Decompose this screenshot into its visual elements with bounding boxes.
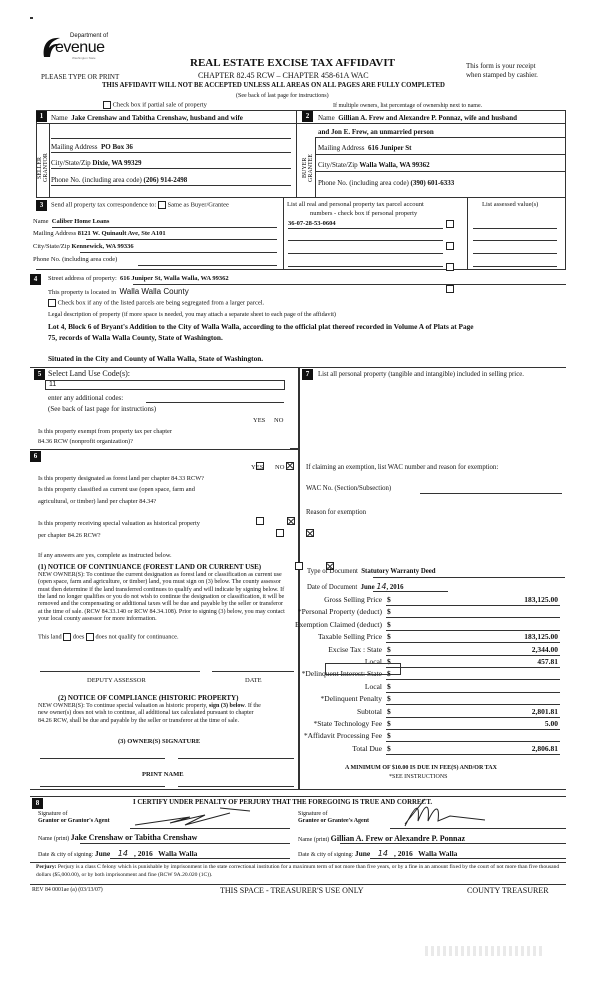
- buyer-name-line2[interactable]: and Jon E. Frew, an unmarried person: [318, 128, 434, 136]
- amount-row: [300, 745, 560, 756]
- correspondence-city-underline: [80, 252, 277, 253]
- currency-symbol: $: [387, 607, 391, 617]
- correspondence-address-row: [33, 230, 166, 237]
- grantor-sig-label-1: Signature of: [38, 811, 68, 817]
- buyer-address-row: [318, 144, 411, 152]
- grantee-date-day[interactable]: 14: [377, 849, 388, 858]
- amount-underline: [386, 679, 560, 680]
- notice1-title: (1) NOTICE OF CONTINUANCE (FOREST LAND OR CURRENT USE): [38, 563, 262, 571]
- assessed-value[interactable]: [473, 228, 557, 229]
- same-as-buyer-label: Same as Buyer/Grantee: [167, 201, 229, 209]
- doc-type-underline: [373, 577, 565, 578]
- amount-value[interactable]: 2,806.81: [531, 743, 558, 753]
- grantor-date-rest[interactable]: , 2016 Walla Walla: [133, 849, 198, 858]
- seller-address-label: Mailing Address: [51, 143, 98, 151]
- current-use-no-checkbox[interactable]: [306, 529, 314, 537]
- treasurer-stamp-faint: [425, 946, 545, 956]
- currency-symbol: $: [387, 619, 391, 629]
- section-number-5: 5: [34, 369, 45, 380]
- amount-label: Subtotal: [356, 706, 382, 716]
- treasurer-use-label: THIS SPACE - TREASURER'S USE ONLY: [220, 886, 364, 895]
- parcel-number[interactable]: [288, 266, 443, 267]
- forest-land-question: Is this property designated as forest land per chapter 84.33 RCW?: [38, 475, 204, 482]
- correspondence-phone-underline: [138, 265, 277, 266]
- historical-yes-checkbox[interactable]: [295, 562, 303, 570]
- doc-date-day[interactable]: 14: [376, 582, 387, 591]
- correspondence-city-label: City/State/Zip: [33, 243, 70, 250]
- seller-city[interactable]: Dixie, WA 99329: [92, 159, 142, 167]
- amount-label: *Personal Property (deduct): [297, 607, 382, 617]
- legal-description-1[interactable]: Lot 4, Block 6 of Bryant's Addition to the City of Walla Walla, according to the official plat thereof recorded in Volume A of Plats at Page: [48, 322, 474, 331]
- grantee-signature-label: [298, 811, 369, 825]
- receipt-note-2: when stamped by cashier.: [466, 71, 538, 79]
- buyer-address-underline: [316, 154, 566, 155]
- assessed-value[interactable]: [473, 253, 557, 254]
- parcels-header-1: List all real and personal property tax parcel account: [287, 201, 424, 208]
- amount-label: Exemption Claimed (deduct): [294, 619, 382, 629]
- warning-banner: THIS AFFIDAVIT WILL NOT BE ACCEPTED UNLESS ALL AREAS ON ALL PAGES ARE FULLY COMPLETED: [102, 82, 445, 89]
- seller-phone-row: [51, 176, 187, 184]
- land-use-label: Select Land Use Code(s):: [48, 369, 130, 378]
- currency-symbol: $: [387, 681, 391, 691]
- grantor-name-row: [38, 833, 197, 843]
- grantor-name-underline: [80, 843, 290, 844]
- assessed-value[interactable]: [473, 240, 557, 241]
- seller-side-divider: [49, 123, 50, 198]
- grantee-signature[interactable]: [390, 796, 500, 831]
- seller-city-underline: [51, 168, 291, 169]
- see-instructions: *SEE INSTRUCTIONS: [389, 774, 448, 780]
- grantee-date-label: Date & city of signing:: [298, 852, 354, 858]
- notice2-title: (2) NOTICE OF COMPLIANCE (HISTORIC PROPERTY): [58, 694, 239, 702]
- exempt-question-1: Is this property exempt from property tax per chapter: [38, 428, 172, 435]
- personal-property-checkbox[interactable]: [446, 263, 454, 271]
- logo-tagline: Washington State: [72, 56, 96, 60]
- s6-yes-header: YES: [251, 464, 264, 471]
- amount-label: Gross Selling Price: [324, 595, 382, 604]
- located-label: This property is located in: [48, 289, 117, 296]
- perjury-notice: [36, 864, 566, 879]
- county-treasurer-label: COUNTY TREASURER: [467, 886, 549, 895]
- section-number-6: 6: [30, 451, 41, 462]
- seller-address-underline: [51, 152, 291, 153]
- seller-name[interactable]: Jake Crenshaw and Tabitha Crenshaw, husband and wife: [71, 114, 243, 122]
- doc-date-underline: [373, 591, 448, 592]
- correspondence-name-underline: [52, 227, 277, 228]
- grantor-date-day[interactable]: 14: [117, 849, 128, 858]
- section7-bottom-line: [30, 789, 566, 790]
- amount-row: [297, 607, 560, 619]
- doc-date-year[interactable]: , 2016: [386, 584, 404, 591]
- grantee-date-underline: [370, 858, 566, 859]
- buyer-name[interactable]: Gillian A. Frew and Alexandre P. Ponnaz, wife and husband: [338, 114, 518, 122]
- parcel-number[interactable]: [288, 253, 443, 254]
- wac-input[interactable]: [420, 493, 562, 494]
- buyer-phone[interactable]: (390) 601-6333: [410, 179, 455, 187]
- amount-row: [300, 732, 560, 743]
- seller-side-label: [37, 140, 49, 196]
- reason-label: Reason for exemption: [306, 509, 367, 516]
- legal-description-2[interactable]: 75, records of Walla Walla County, State of Washington.: [48, 333, 223, 342]
- grantor-sig-label-2: Grantor or Grantor's Agent: [38, 817, 110, 824]
- buyer-name-label: Name: [318, 114, 335, 122]
- correspondence-city-row: [33, 243, 134, 250]
- assessed-header: List assessed value(s): [482, 201, 539, 208]
- notice2-body: [38, 703, 268, 725]
- amount-value[interactable]: 5.00: [544, 719, 558, 728]
- form-title: REAL ESTATE EXCISE TAX AFFIDAVIT: [190, 57, 395, 69]
- amount-underline: [386, 717, 560, 718]
- seller-phone[interactable]: (206) 914-2498: [143, 176, 188, 184]
- section-number-8: 8: [32, 798, 43, 809]
- current-use-question-1: Is this property classified as current use (open space, farm and: [38, 486, 195, 493]
- amount-underline: [386, 642, 560, 643]
- perjury-text: Perjury is a class C felony which is punishable by imprisonment in the state correctional institution for a maximum term of not more than five years, or by a fine in an amount fixed by the court of not more than five thousand dollars ($5,000.00), or by both imprisonment and fine (RCW 9A.20.020 (1C)).: [36, 864, 560, 878]
- additional-codes-label: enter any additional codes:: [48, 394, 124, 402]
- amount-value[interactable]: 183,125.00: [524, 632, 558, 642]
- partial-sale-label: Check box if partial sale of property: [112, 101, 207, 109]
- parcel-row: [0, 17, 600, 25]
- seller-name-row: [51, 114, 243, 122]
- buyer-label: BUYER: [302, 157, 308, 179]
- additional-codes-input[interactable]: [146, 402, 284, 403]
- amount-row: [300, 596, 560, 607]
- certify-statement: I CERTIFY UNDER PENALTY OF PERJURY THAT THE FOREGOING IS TRUE AND CORRECT.: [133, 799, 433, 806]
- amount-label: Total Due: [352, 743, 382, 753]
- street-label: Street address of property:: [48, 275, 117, 282]
- grantor-date-month[interactable]: June: [94, 849, 111, 858]
- logo-department: Department of: [70, 33, 109, 39]
- buyer-address-label: Mailing Address: [318, 144, 365, 152]
- section-number-2: 2: [302, 111, 313, 122]
- amount-row: [300, 646, 560, 657]
- personal-property-label: List all personal property (tangible and intangible) included in selling price.: [318, 371, 524, 378]
- correspondence-city[interactable]: Kennewick, WA 99336: [71, 243, 134, 250]
- grantor-date-underline: [110, 858, 290, 859]
- parcel-number[interactable]: 36-07-28-53-0604: [288, 220, 336, 227]
- amount-label: Local: [364, 681, 382, 691]
- grantee-label: GRANTEE: [308, 154, 314, 182]
- minimum-note: A MINIMUM OF $10.00 IS DUE IN FEE(S) AND/OR TAX: [345, 765, 497, 771]
- doc-date-month[interactable]: June: [360, 584, 375, 591]
- currency-symbol: $: [387, 719, 391, 728]
- amount-value[interactable]: 2,801.81: [531, 706, 558, 716]
- grantor-printed-name[interactable]: Jake Crenshaw or Tabitha Crenshaw: [70, 833, 198, 842]
- seller-label: SELLER: [37, 157, 43, 179]
- wac-label: WAC No. (Section/Subsection): [306, 485, 392, 492]
- local-tax-code-box[interactable]: [325, 663, 401, 675]
- grantor-name-label: Name (print): [38, 836, 70, 842]
- correspondence-name-label: Name: [33, 218, 49, 225]
- s6-no-header: NO: [275, 464, 285, 471]
- amount-row: [300, 720, 560, 731]
- amount-row: [300, 708, 560, 719]
- legal-label: Legal description of property (if more space is needed, you may attach a separate sheet to each page of the affidavit): [48, 311, 336, 318]
- correspondence-address[interactable]: 8121 W. Quinault Ave, Ste A101: [77, 230, 166, 237]
- amount-value[interactable]: 2,344.00: [531, 644, 558, 654]
- seller-city-row: [51, 159, 142, 167]
- see-back-note: (See back of last page for instructions): [236, 93, 329, 99]
- form-subtitle: CHAPTER 82.45 RCW – CHAPTER 458-61A WAC: [198, 71, 369, 80]
- date-label: DATE: [245, 677, 262, 684]
- exemption-label: If claiming an exemption, list WAC number and reason for exemption:: [306, 464, 499, 471]
- does-label: does: [72, 633, 85, 641]
- grantee-date-rest[interactable]: , 2016 Walla Walla: [393, 849, 458, 858]
- notice1-body: NEW OWNER(S): To continue the current designation as forest land or classification as current use (open space, farm and agriculture, or timber) land, you must sign on (3) below. The county assessor must then determine if the land transferred continues to qualify and will indicate by signing below. If the land no longer qualifies or you do not wish to continue the designation or classification, it will be removed and the compensating or additional taxes will be due and payable by the seller or transferor at the time of sale. (RCW 84.33.140 or RCW 84.34.108). Prior to signing (3) below, you may contact your local county assessor for more information.: [38, 572, 285, 622]
- notice2-body-b: sign (3) below: [208, 703, 245, 709]
- seller-phone-label: Phone No. (including area code): [51, 176, 142, 184]
- property-county[interactable]: Walla Walla County: [119, 287, 189, 296]
- notice2-body-a: NEW OWNER(S): To continue special valuation as historic property,: [38, 703, 208, 709]
- owner-signature-label: (3) OWNER(S) SIGNATURE: [118, 738, 201, 745]
- please-type: PLEASE TYPE OR PRINT: [41, 73, 120, 81]
- correspondence-address-label: Mailing Address: [33, 230, 77, 237]
- amount-label: *Delinquent Interest: State: [301, 669, 382, 679]
- dor-logo: [40, 33, 125, 63]
- amount-row: [300, 633, 560, 644]
- buyer-phone-row: [318, 179, 454, 187]
- amount-label: *Delinquent Penalty: [320, 694, 382, 704]
- amount-underline: [386, 741, 560, 742]
- assessed-divider: [467, 198, 468, 270]
- grantee-name-underline: [340, 843, 566, 844]
- amount-underline: [386, 667, 560, 668]
- personal-property-checkbox[interactable]: [446, 285, 454, 293]
- legal-description-3[interactable]: Situated in the City and County of Walla Walla, State of Washington.: [48, 354, 264, 363]
- amount-underline: [386, 630, 560, 631]
- parcel-underline: [288, 228, 443, 229]
- assessed-value[interactable]: [473, 266, 557, 267]
- currency-symbol: $: [387, 657, 391, 666]
- this-land-label: This land: [38, 633, 62, 641]
- grantee-signature-line: [390, 828, 566, 829]
- yes-header: YES: [253, 417, 266, 424]
- amount-value[interactable]: 457.81: [537, 657, 558, 666]
- correspondence-phone-row: [33, 256, 117, 263]
- perjury-bottom-line: [30, 884, 566, 885]
- seller-name-line2[interactable]: [51, 138, 291, 139]
- partial-sale-checkbox[interactable]: [103, 101, 111, 109]
- land-use-code: 11: [49, 381, 57, 388]
- buyer-name2-underline: [316, 137, 566, 138]
- buyer-city-underline: [316, 171, 566, 172]
- doc-type-row: [307, 568, 436, 576]
- segregated-checkbox[interactable]: [48, 299, 56, 307]
- currency-symbol: $: [387, 644, 391, 654]
- buyer-city-row: [318, 161, 430, 169]
- section-number-7: 7: [302, 369, 313, 380]
- grantee-sig-label-2: Grantee or Grantee's Agent: [298, 817, 370, 824]
- amount-underline: [386, 754, 560, 755]
- rev-number: REV 84 0001ae (a) (03/13/07): [32, 887, 103, 893]
- correspondence-phone-label: Phone No. (including area code): [33, 256, 118, 263]
- grantor-signature[interactable]: [130, 803, 260, 831]
- current-use-yes-checkbox[interactable]: [276, 529, 284, 537]
- buyer-city-label: City/State/Zip: [318, 161, 358, 169]
- street-row: [48, 275, 229, 282]
- does-not-label: does not qualify for continuance.: [95, 633, 179, 641]
- currency-symbol: $: [387, 595, 391, 604]
- grantee-printed-name[interactable]: Gillian A. Frew or Alexandre P. Ponnaz: [330, 834, 466, 843]
- correspondence-header: [51, 201, 229, 209]
- section-number-1: 1: [36, 111, 47, 122]
- historical-question-2: per chapter 84.26 RCW?: [38, 532, 101, 539]
- print-name-label: PRINT NAME: [142, 771, 184, 778]
- grantor-signature-label: [38, 811, 110, 825]
- amount-underline: [386, 617, 560, 618]
- grantor-date-label: Date & city of signing:: [38, 852, 94, 858]
- exempt-no-checkbox[interactable]: [286, 462, 294, 470]
- deputy-assessor-signature[interactable]: [40, 671, 200, 672]
- segregated-label: Check box if any of the listed parcels are being segregated from a larger parcel.: [57, 299, 265, 307]
- amount-label: Taxable Selling Price: [317, 632, 382, 642]
- segregated-row: [48, 299, 264, 307]
- grantee-sig-label-1: Signature of: [298, 811, 328, 817]
- section-number-3: 3: [36, 200, 47, 211]
- scan-mark: [30, 17, 33, 19]
- amount-row: [300, 695, 560, 706]
- deputy-assessor-label: DEPUTY ASSESSOR: [87, 677, 146, 684]
- same-as-buyer-checkbox[interactable]: [158, 201, 166, 209]
- personal-property-bottom: [290, 448, 300, 449]
- grantor-label: GRANTOR: [43, 153, 49, 183]
- currency-symbol: $: [387, 694, 391, 704]
- grantor-signature-line: [130, 828, 290, 829]
- parcel-row: [0, 8, 600, 16]
- buyer-address[interactable]: 616 Juniper St: [367, 144, 412, 152]
- forest-no-checkbox[interactable]: [287, 517, 295, 525]
- logo-revenue: evenue: [55, 39, 105, 56]
- section6-top-line: [30, 449, 298, 450]
- notice2-body-c: . If the new owner(s) does not wish to continue, all additional tax calculated pursuant to chapter 84.26 RCW, shall be due and payable by the seller or transferor at the time of sale.: [38, 703, 261, 724]
- county-row: [48, 287, 189, 296]
- correspondence-address-underline: [86, 239, 277, 240]
- doc-date-label: Date of Document: [307, 584, 358, 591]
- parcel-number[interactable]: [288, 240, 443, 241]
- section1-header-line: [36, 123, 566, 124]
- amount-underline: [386, 704, 560, 705]
- buyer-phone-label: Phone No. (including area code): [318, 179, 409, 187]
- amount-label: Local: [364, 657, 382, 666]
- assessor-date-line[interactable]: [212, 671, 294, 672]
- owner-signature-1[interactable]: [40, 758, 165, 759]
- amount-label: *Affidavit Processing Fee: [303, 731, 382, 741]
- section3-divider: [283, 198, 284, 270]
- property-street[interactable]: 616 Juniper St, Walla Walla, WA 99362: [120, 275, 229, 282]
- historical-question-1: Is this property receiving special valuation as historical property: [38, 520, 200, 527]
- correspondence-name[interactable]: Caliber Home Loans: [51, 218, 110, 225]
- seller-name-label: Name: [51, 114, 68, 122]
- amount-underline: [386, 655, 560, 656]
- seller-phone-underline: [51, 185, 291, 186]
- doc-type[interactable]: Statutory Warranty Deed: [361, 568, 436, 575]
- street-underline: [133, 284, 566, 285]
- does-qualify-checkbox[interactable]: [63, 633, 71, 641]
- seller-address-row: [51, 143, 133, 151]
- currency-symbol: $: [387, 731, 391, 741]
- print-name-2[interactable]: [178, 786, 294, 787]
- current-use-question-2: agricultural, or timber) land per chapter 84.34?: [38, 498, 157, 505]
- multiple-owners-note: If multiple owners, list percentage of ownership next to name.: [333, 103, 483, 109]
- amount-row: [294, 619, 560, 632]
- grantee-date-month[interactable]: June: [354, 849, 371, 858]
- amount-label: Excise Tax : State: [328, 644, 382, 654]
- buyer-side-divider: [315, 137, 316, 198]
- buyer-side-label: [302, 140, 314, 196]
- does-not-qualify-checkbox[interactable]: [86, 633, 94, 641]
- owner-signature-2[interactable]: [178, 758, 294, 759]
- currency-symbol: $: [387, 632, 391, 642]
- amount-label: *State Technology Fee: [313, 719, 382, 728]
- amount-row: [300, 683, 560, 694]
- currency-symbol: $: [387, 669, 391, 679]
- no-header: NO: [274, 417, 284, 424]
- amount-underline: [386, 729, 560, 730]
- grantee-name-label: Name (print): [298, 837, 330, 843]
- partial-sale-row: [103, 101, 207, 109]
- perjury-title: Perjury:: [36, 864, 57, 870]
- currency-symbol: $: [387, 743, 391, 753]
- personal-property-checkbox[interactable]: [446, 220, 454, 228]
- buyer-city[interactable]: Walla Walla, WA 99362: [359, 161, 430, 169]
- seller-address[interactable]: PO Box 36: [100, 143, 133, 151]
- currency-symbol: $: [387, 706, 391, 716]
- amount-underline: [386, 605, 560, 606]
- land-use-see-back: (See back of last page for instructions): [48, 405, 157, 413]
- if-yes-instruction: If any answers are yes, complete as instructed below.: [38, 552, 172, 559]
- section-number-4: 4: [30, 274, 41, 285]
- amount-value[interactable]: 183,125.00: [524, 595, 558, 604]
- buyer-name-row: [318, 114, 517, 122]
- correspondence-label: Send all property tax correspondence to:: [51, 201, 157, 209]
- correspondence-name-row: [33, 218, 109, 225]
- forest-yes-checkbox[interactable]: [256, 517, 264, 525]
- seller-city-label: City/State/Zip: [51, 159, 91, 167]
- print-name-1[interactable]: [40, 786, 165, 787]
- receipt-note-1: This form is your receipt: [466, 62, 536, 70]
- land-use-code-input[interactable]: [45, 380, 285, 390]
- exempt-question-2: 84.36 RCW (nonprofit organization)?: [38, 438, 133, 445]
- continuance-row: [38, 633, 179, 641]
- doc-type-label: Type of Document: [307, 568, 358, 575]
- perjury-top-line: [30, 862, 566, 863]
- parcels-header-2: numbers - check box if personal property: [310, 210, 418, 217]
- amount-underline: [386, 692, 560, 693]
- personal-property-checkbox[interactable]: [446, 242, 454, 250]
